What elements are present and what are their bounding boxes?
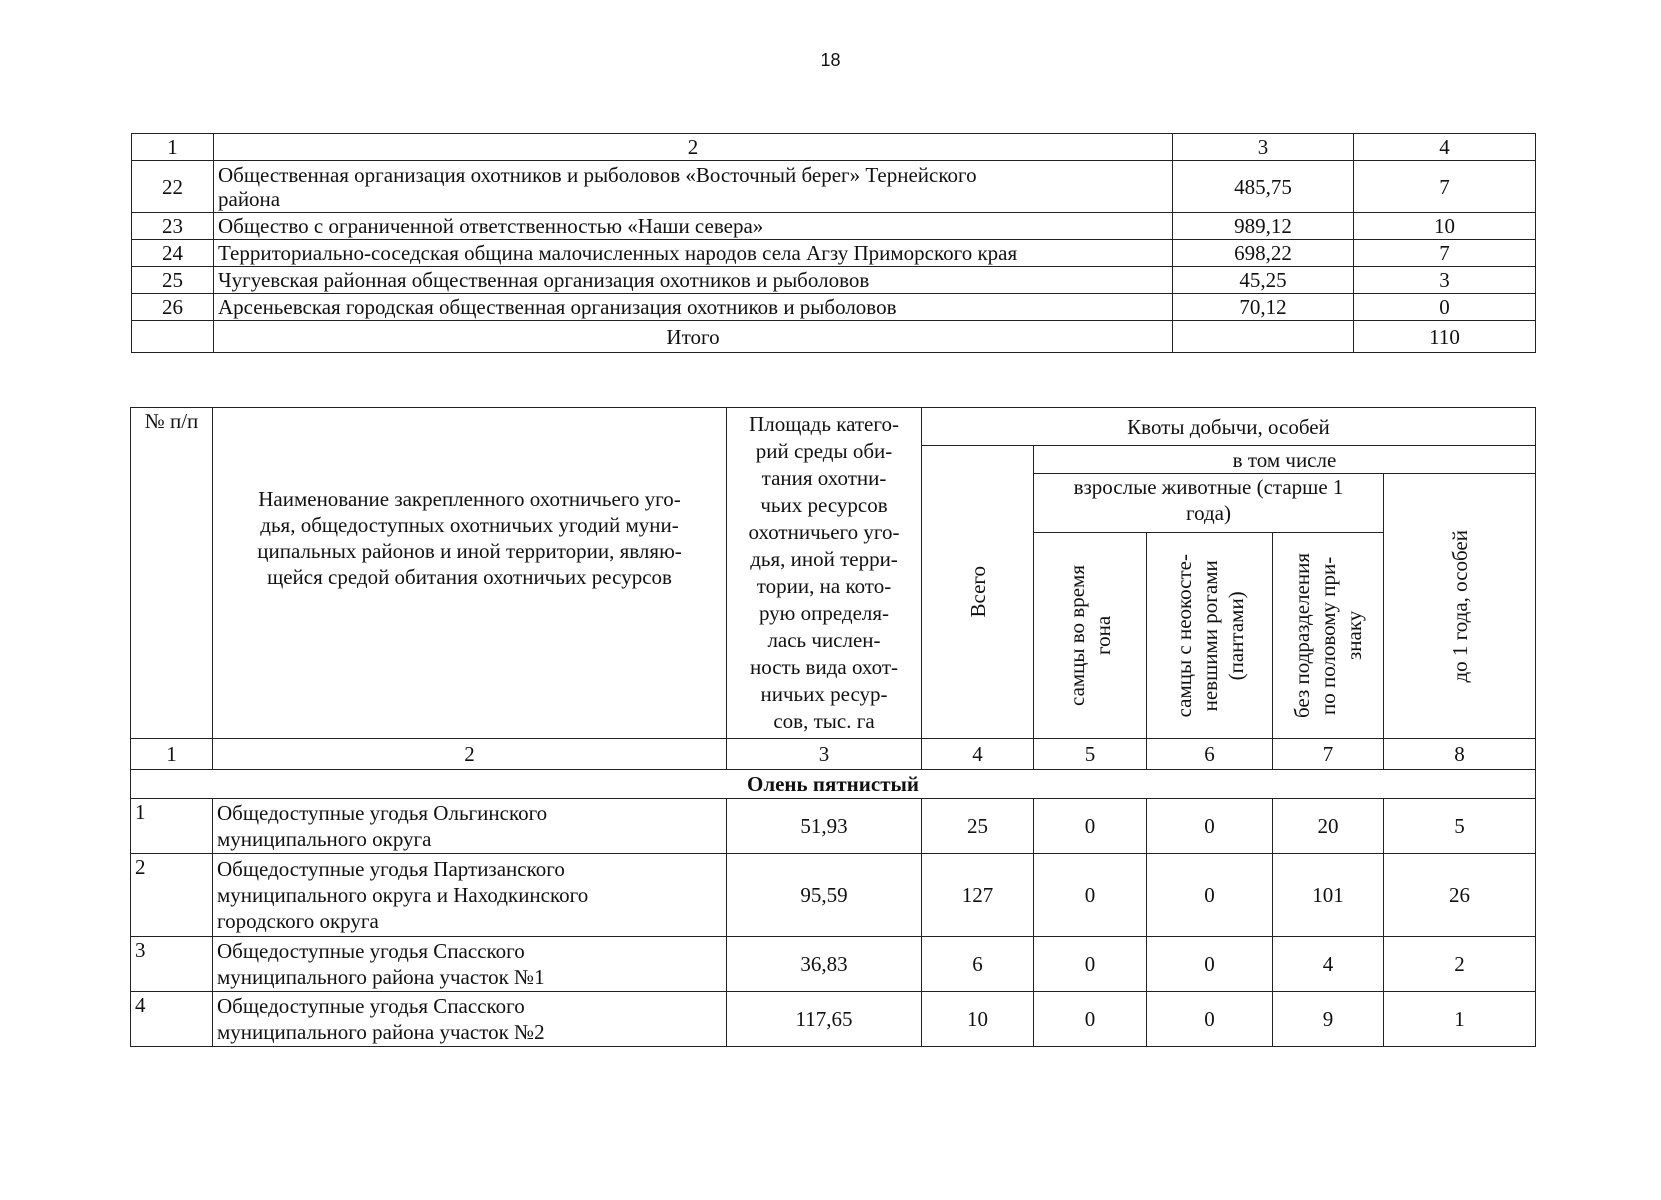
row-total: 10 [922,992,1034,1047]
row-area: 70,12 [1173,294,1354,321]
row-name: Общедоступные угодья Спасского муниципального района участок №1 [213,937,727,992]
row-no-sex: 101 [1273,854,1384,937]
total-area-empty [1173,321,1354,353]
header-no-sex-text: без подразделения по половому при- знаку [1290,552,1366,719]
header-total [922,446,1034,739]
row-males-antlers: 0 [1147,799,1273,854]
header-including: в том числе [1034,446,1536,474]
row-name: Общедоступные угодья Партизанского муниципального округа и Находкинского городского округа [213,854,727,937]
row-total: 25 [922,799,1034,854]
row-males-rut: 0 [1034,937,1147,992]
row-males-antlers: 0 [1147,854,1273,937]
table-row [131,799,1536,854]
header-row-number: № п/п [131,408,213,739]
col-number-8: 8 [1384,739,1536,770]
table-hunting-grounds-continued [131,133,1536,353]
row-number: 4 [131,992,213,1047]
row-no-sex: 9 [1273,992,1384,1047]
col-number-4: 4 [1354,134,1536,161]
row-quota: 10 [1354,213,1536,240]
header-adults: взрослые животные (старше 1 года) [1034,474,1384,533]
row-males-rut: 0 [1034,799,1147,854]
col-number-2: 2 [213,739,727,770]
table-row [132,161,1536,213]
col-number-1: 1 [131,739,213,770]
table-row [132,294,1536,321]
row-no-sex: 20 [1273,799,1384,854]
col-number-6: 6 [1147,739,1273,770]
row-quota: 7 [1354,161,1536,213]
row-quota: 3 [1354,267,1536,294]
column-numbers-row [131,739,1536,770]
row-number: 24 [132,240,214,267]
total-quota: 110 [1354,321,1536,353]
row-quota: 7 [1354,240,1536,267]
header-males-rut [1034,533,1147,739]
row-area: 485,75 [1173,161,1354,213]
row-area: 117,65 [727,992,922,1047]
table-quotas-spotted-deer [130,407,1536,1047]
header-name [213,408,727,739]
row-quota: 0 [1354,294,1536,321]
header-area: Площадь катего- рий среды оби- тания охотни- чьих ресурсов охотничьего уго- дья, иной терри- тории, на кото- рую определя- лась числен- ность вида охот- ничьих ресур- сов, тыс. га [727,408,922,739]
row-males-rut: 0 [1034,992,1147,1047]
row-young: 5 [1384,799,1536,854]
row-area: 95,59 [727,854,922,937]
row-number: 22 [132,161,214,213]
row-name: Общедоступные угодья Ольгинского муниципального округа [213,799,727,854]
row-name: Арсеньевская городская общественная организация охотников и рыболовов [214,294,1173,321]
col-number-2: 2 [214,134,1173,161]
row-males-antlers: 0 [1147,937,1273,992]
total-label: Итого [214,321,1173,353]
row-males-antlers: 0 [1147,992,1273,1047]
table-row [131,992,1536,1047]
row-name: Общественная организация охотников и рыболовов «Восточный берег» Тернейского района [214,161,1173,213]
row-males-rut: 0 [1034,854,1147,937]
page-number: 18 [820,50,841,70]
table-row [131,854,1536,937]
row-name: Территориально-соседская община малочисленных народов села Агзу Приморского края [214,240,1173,267]
row-total: 6 [922,937,1034,992]
total-row [132,321,1536,353]
table-row [131,937,1536,992]
header-no-sex [1273,533,1384,739]
row-area: 698,22 [1173,240,1354,267]
row-young: 1 [1384,992,1536,1047]
table-row [132,240,1536,267]
col-number-4: 4 [922,739,1034,770]
row-area: 989,12 [1173,213,1354,240]
row-area: 51,93 [727,799,922,854]
row-area: 36,83 [727,937,922,992]
row-no-sex: 4 [1273,937,1384,992]
row-number: 25 [132,267,214,294]
table-row [132,213,1536,240]
header-total-text: Всего [965,566,990,618]
row-area: 45,25 [1173,267,1354,294]
row-number: 26 [132,294,214,321]
table-header-row [132,134,1536,161]
row-number: 1 [131,799,213,854]
col-number-3: 3 [1173,134,1354,161]
row-name: Общество с ограниченной ответственностью «Наши севера» [214,213,1173,240]
row-name: Общедоступные угодья Спасского муниципального района участок №2 [213,992,727,1047]
row-number: 23 [132,213,214,240]
row-number: 3 [131,937,213,992]
section-row [131,770,1536,799]
header-young-text: до 1 года, особей [1447,529,1472,683]
row-name: Чугуевская районная общественная организация охотников и рыболовов [214,267,1173,294]
row-young: 2 [1384,937,1536,992]
row-young: 26 [1384,854,1536,937]
total-empty-cell [132,321,214,353]
col-number-7: 7 [1273,739,1384,770]
section-title: Олень пятнистый [131,770,1536,799]
col-number-1: 1 [132,134,214,161]
header-name-text: Наименование закрепленного охотничьего уго- дья, общедоступных охотничьих угодий муни- ципальных районов и иной территории, являю- щейся средой обитания охотничьих ресурсов [257,487,682,589]
row-number: 2 [131,854,213,937]
header-young [1384,474,1536,739]
row-total: 127 [922,854,1034,937]
col-number-5: 5 [1034,739,1147,770]
col-number-3: 3 [727,739,922,770]
header-males-antlers-text: самцы с неокосте- невшими рогами (пантами) [1171,553,1248,718]
table-row [132,267,1536,294]
header-quotas: Квоты добычи, особей [922,408,1536,446]
header-males-antlers [1147,533,1273,739]
header-males-rut-text: самцы во время гона [1065,565,1115,706]
